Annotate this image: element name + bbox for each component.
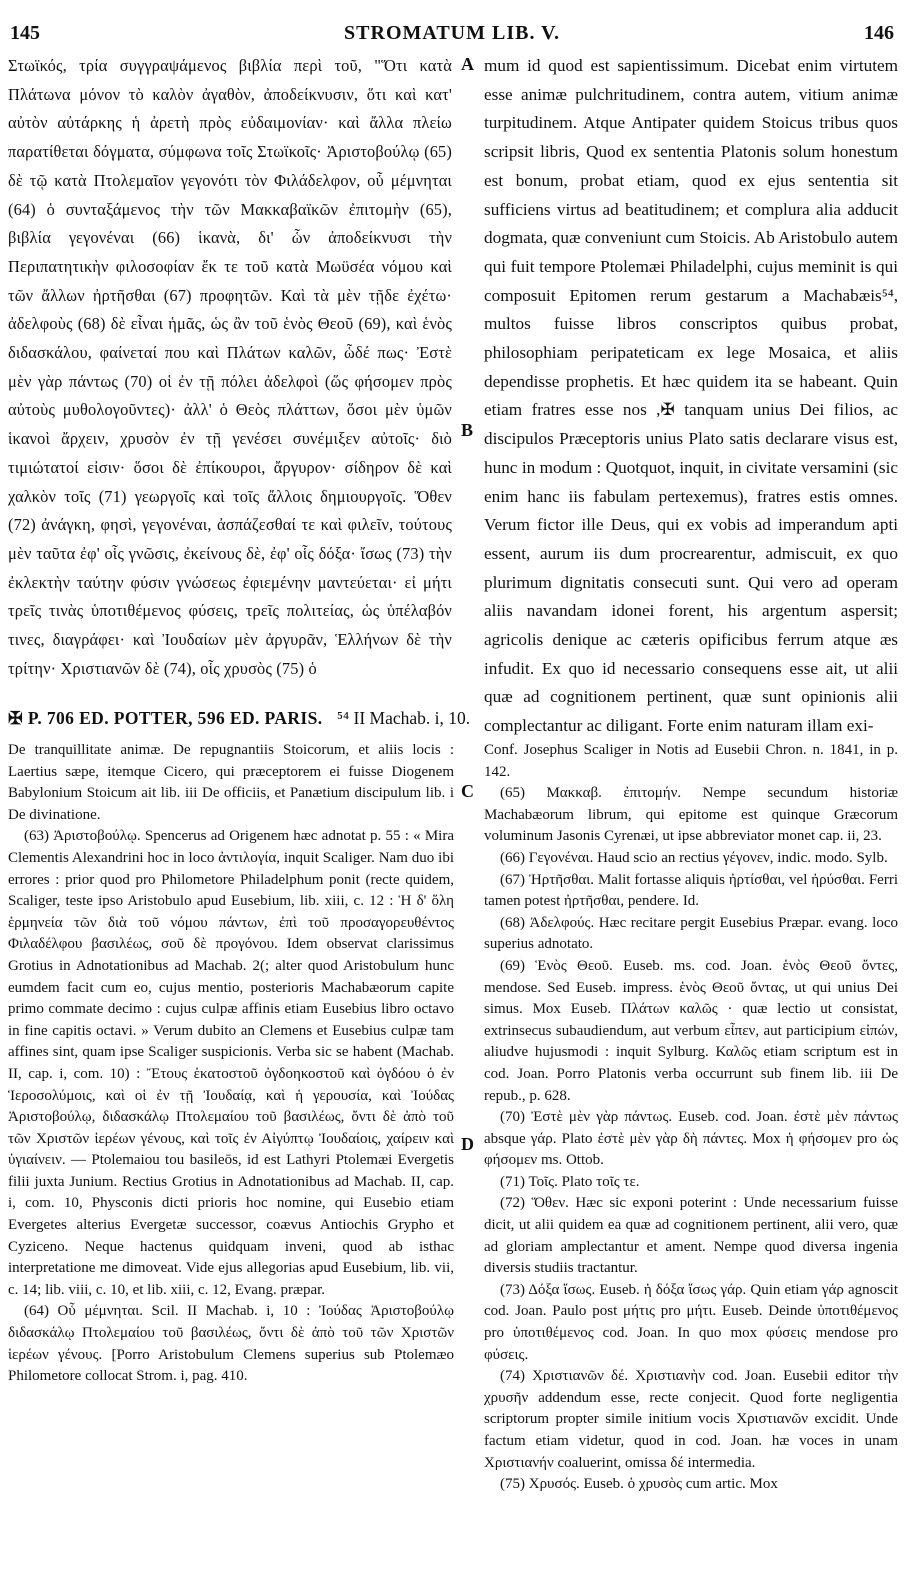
latin-column: [484, 52, 898, 741]
margin-letter-c: C: [461, 781, 474, 801]
note-paragraph: (66) Γεγονέναι. Haud scio an rectius γέγονεν, indic. modo. Sylb.: [500, 849, 888, 866]
note-paragraph: Conf. Josephus Scaliger in Notis ad Eusebii Chron. n. 1841, in p. 142.: [484, 742, 898, 780]
note-paragraph: (72) Ὅθεν. Hæc sic exponi poterint : Unde necessarium fuisse dicit, ut alii quidem ea quæ ad cognitionem pertinent, alii vero, quæ ad gloriam amplectantur et ament. Nempe quod diversa ingenia diversis studiis tractantur.: [484, 1195, 898, 1277]
margin-letter-b: B: [461, 420, 474, 440]
note-paragraph: (65) Μακκαβ. ἐπιτομήν. Nempe secundum historiæ Machabæorum librum, qui epitome est quinque Græcorum voluminum Jasonis Cyrenæi, ut ipse abbreviator monet cap. ii, 23.: [484, 785, 898, 845]
greek-column: [8, 52, 452, 683]
note-paragraph: (67) Ἠρτῆσθαι. Malit fortasse aliquis ἠρτίσθαι, vel ἠρύσθαι. Ferri tamen potest ἠρτῆσθαι, pendere. Id.: [484, 871, 898, 910]
page-header: [10, 22, 894, 48]
greek-text: Στωϊκός, τρία συγγραψάμενος βιβλία περὶ τοῦ, "Ὅτι κατὰ Πλάτωνα μόνον τὸ καλὸν ἀγαθὸν, ἀποδείκνυσιν, ὅτι καὶ κατ' αὐτὸν αὐτάρκης ἡ ἀρετὴ πρὸς εὐδαιμονίαν· καὶ ἄλλα πλείω παρατίθεται δόγματα, σύμφωνα τοῖς Στωϊκοῖς· Ἀριστοβούλῳ (65) δὲ τῷ κατὰ Πτολεμαῖον γεγονότι τὸν Φιλάδελφον, οὗ μέμνηται (64) ὁ συνταξάμενος τὴν τῶν Μακκαβαϊκῶν ἐπιτομὴν (65), βιβλία γεγονέναι (66) ἱκανὰ, δι' ὧν ἀποδείκνυσι τὴν Περιπατητικὴν φιλοσοφίαν ἔκ τε τοῦ κατὰ Μωϋσέα νόμου καὶ τῶν ἄλλων ἠρτῆσθαι (67) προφητῶν. Καὶ τὰ μὲν τῇδε ἐχέτω· ἀδελφοὺς (68) δὲ εἶναι ἡμᾶς, ὡς ἂν τοῦ ἑνὸς Θεοῦ (69), καὶ ἑνὸς διδασκάλου, φαίνεταί που καὶ Πλάτων καλῶν, ὧδέ πως· Ἐστὲ μὲν γὰρ πάντως (70) οἱ ἐν τῇ πόλει ἀδελφοὶ (ὥς φήσομεν πρὸς αὐτοὺς μυθολογοῦντες)· ἀλλ' ὁ Θεὸς πλάττων, ὅσοι μὲν ὑμῶν ἱκανοὶ ἄρχειν, χρυσὸν ἐν τῇ γενέσει συνέμιξεν αὐτοῖς· διὸ τιμιώτατοί εἰσιν· ὅσοι δὲ ἐπίκουροι, ἄργυρον· σίδηρον δὲ καὶ χαλκὸν τοῖς (71) γεωργοῖς καὶ τοῖς ἄλλοις δημιουργοῖς. Ὅθεν (72) ἀνάγκη, φησὶ, γεγονέναι, ἀσπάζεσθαί τε καὶ φιλεῖν, τούτους μὲν ταῦτα ἐφ' οἷς γνῶσις, ἐκείνους δὲ, ἐφ' οἷς δόξα· ἴσως (73) τὴν ἐκλεκτὴν ταύτην φύσιν γνώσεως ἐφιεμένην μαντεύεται· εἰ μήτι τρεῖς τινὰς ὑποτιθέμενος φύσεις, τρεῖς πολιτείας, ὡς ὑπέλαβόν τινες, διαγράφει· καὶ Ἰουδαίων μὲν ἀργυρᾶν, Ἑλλήνων δὲ τὴν τρίτην· Χριστιανῶν δὲ (74), οἷς χρυσὸς (75) ὁ: [8, 56, 452, 678]
notes-left-column: [8, 740, 454, 1388]
notes-right-column: [484, 740, 898, 1496]
note-paragraph: (75) Χρυσός. Euseb. ὁ χρυσὸς cum artic. Mox: [500, 1476, 778, 1493]
note-paragraph: (73) Δόξα ἴσως. Euseb. ἡ δόξα ἴσως γάρ. Quin etiam γάρ agnoscit cod. Joan. Paulo post μήτις pro μήτι. Euseb. Deinde ὑποτιθέμενος pro ὑποτιθέμενος cod. Joan. In quo mox φύσεις mendose pro φύσεις.: [484, 1281, 898, 1363]
note-paragraph: (68) Ἀδελφούς. Hæc recitare pergit Eusebius Præpar. evang. loco superius adnotato.: [484, 914, 898, 953]
note-paragraph: (63) Ἀριστοβούλῳ. Spencerus ad Origenem hæc adnotat p. 55 : « Mira Clementis Alexandrini hoc in loco ἀντιλογία, inquit Scaliger. Nam duo ibi errores : prior quod pro Philometore Philadelphum ponit (recte quidem, Scaliger, teste ipso Aristobulo apud Eusebium, lib. xiii, c. 12 : Ἡ δ' ὅλη ἑρμηνεία τῶν διὰ τοῦ νόμου πάντων, ἐπὶ τοῦ προσαγορευθέντος Φιλαδέλφου βασιλέως, σοῦ δὲ προγόνου. Idem observat clarissimus Grotius in Adnotationibus ad Machab. 2(; alter quod Aristobulum hunc eumdem facit cum eo, cujus mentio, posterioris Machabæorum capite primo commate decimo : cujus culpæ affinis etiam Eusebius libro octavo in fine capitis octavi. » Verum dubito an Clemens et Eusebius culpæ tam affines sint, quam ipse Scaliger suspicionis. Verba sic se habent (Machab. II, cap. i, com. 10) : Ἔτους ἑκατοστοῦ ὀγδοηκοστοῦ καὶ ὀγδόου ὁ ἐν Ἱεροσολύμοις, καὶ οἱ ἐν τῇ Ἰουδαίᾳ, καὶ ἡ γερουσία, καὶ Ἰούδας Ἀριστοβούλῳ, διδασκάλῳ Πτολεμαίου τοῦ βασιλέως, ὄντι δὲ ἀπὸ τοῦ τῶν Χριστῶν ἱερέων γένους, καὶ τοῖς ἐν Αἰγύπτῳ Ἰουδαίοις, χαίρειν καὶ ὑγιαίνειν. — Ptolemaiou tou basileōs, id est Lathyri Ptolemæi Evergetis filii juxta Junium. Rectius Grotius in Adnotationibus ad Machab. II, cap. i, com. 10, Physconis dicti prioris hoc nomine, qui Eusebio etiam Evergetes alterius Evergetæ successor, coævus Antiochis Grypho et Cyziceno. Neque hactenus quidquam inveni, quod ab isthac interpretatione me dimoveat. Vide ejus allegorias apud Eusebium, lib. vii, c. 14; lib. viii, c. 10, et lib. xiii, c. 12, Evang. præpar.: [8, 828, 454, 1298]
margin-letter-d: D: [461, 1134, 474, 1154]
note-paragraph: De tranquillitate animæ. De repugnantiis Stoicorum, et aliis locis : Laertius sæpe, itemque Cicero, qui præceptorem ei fuisse Diogenem Babylonium Stoicum ait lib. iii De officiis, et Panætium discipulum lib. i De divinatione.: [8, 742, 454, 823]
note-paragraph: (69) Ἑνὸς Θεοῦ. Euseb. ms. cod. Joan. ἑνὸς Θεοῦ ὄντες, mendose. Sed Euseb. impress. ἑνὸς Θεοῦ ὄντας, ut qui unius Dei simus. Mox Euseb. Πλάτων καλῶς · quæ lectio ut consistat, extrinsecus subaudiendum, aut verbum εἶπεν, aut participium εἰπών, aliudve hujusmodi : inquit Sylburg. Καλῶς etiam scriptum est in cod. Joan. Porro Platonis verba occurrunt sub finem lib. iii De repub., p. 628.: [484, 957, 898, 1104]
latin-text: mum id quod est sapientissimum. Dicebat enim virtutem esse animæ pulchritudinem, contra autem, vitium animæ turpitudinem. Atque Antipater quidem Stoicus tribus quos scripsit libris, Quod ex sententia Platonis solum honestum est bonum, probat etiam, quod ex ejus sententia sit sufficiens virtus ad beatitudinem; et complura alia adducit dogmata, quæ conveniunt cum Stoicis. Ab Aristobulo autem qui fuit tempore Ptolemæi Philadelphi, cujus meminit is qui composuit Epitomen rerum gestarum a Machabæis⁵⁴, multos fuisse libros conscriptos quibus probat, philosophiam peripateticam ex lege Mosaica, et aliis dependisse prophetis. Et hæc quidem ita se habeant. Quin etiam fratres esse nos ,✠ tanquam unius Dei filios, ac discipulos Præceptoris unius Plato satis declarare visus est, hunc in modum : Quotquot, inquit, in civitate versamini (sic enim hanc iis fabulam pertexemus), fratres estis omnes. Verum fictor ille Deus, qui ex vobis ad imperandum apti essent, aurum iis dum procrearentur, admiscuit, ex quo plurimum dignitatis consecuti sunt. Qui vero ad operam aliis navandam idonei forent, his argentum aspersit; agricolis denique ac cæteris opificibus ferrum atque æs infudit. Ex quo id necessario consequens esse ait, ut alii quæ ad cognitionem pertinent, quæ sunt opinionis alii complectantur ac diligant. Forte enim naturam illam exi-: [484, 56, 898, 736]
running-title: STROMATUM LIB. V.: [344, 22, 560, 44]
margin-letter-a: A: [461, 54, 474, 74]
edition-separator: [8, 708, 894, 729]
page-number-left: 145: [10, 22, 40, 44]
note-paragraph: (74) Χριστιανῶν δέ. Χριστιανὴν cod. Joan. Eusebii editor τὴν χρυσῆν addendum esse, recte conjecit. Quod forte negligentia scriptorum propter simile initium vocis Χριστιανῶν excidit. Unde factum etiam videtur, quod in cod. Joan. hæ voces in unam Χριστιανήν coaluerint, omissa δέ intermedia.: [484, 1368, 898, 1471]
page-number-right: 146: [864, 22, 894, 44]
edition-reference: ✠ P. 706 ED. POTTER, 596 ED. PARIS.: [8, 708, 323, 728]
note-paragraph: (64) Οὗ μέμνηται. Scil. II Machab. i, 10 : Ἰούδας Ἀριστοβούλῳ διδασκάλῳ Πτολεμαίου τοῦ βασιλέως, ὄντι δὲ ἀπὸ τοῦ τῶν Χριστῶν ἱερέων γένους. [Porro Aristobulum Clemens superius sub Ptolemæo Philometore collocat Strom. i, pag. 410.: [8, 1303, 454, 1385]
note-paragraph: (70) Ἐστὲ μὲν γὰρ πάντως. Euseb. cod. Joan. ἐστὲ μὲν πάντως absque γάρ. Plato ἐστὲ μὲν γὰρ δὴ πάντες. Mox ἡ φήσομεν pro ὡς φήσομεν ms. Ottob.: [484, 1109, 898, 1169]
footnote-reference: ⁵⁴ II Machab. i, 10.: [336, 708, 471, 728]
note-paragraph: (71) Τοῖς. Plato τοῖς τε.: [500, 1173, 640, 1190]
